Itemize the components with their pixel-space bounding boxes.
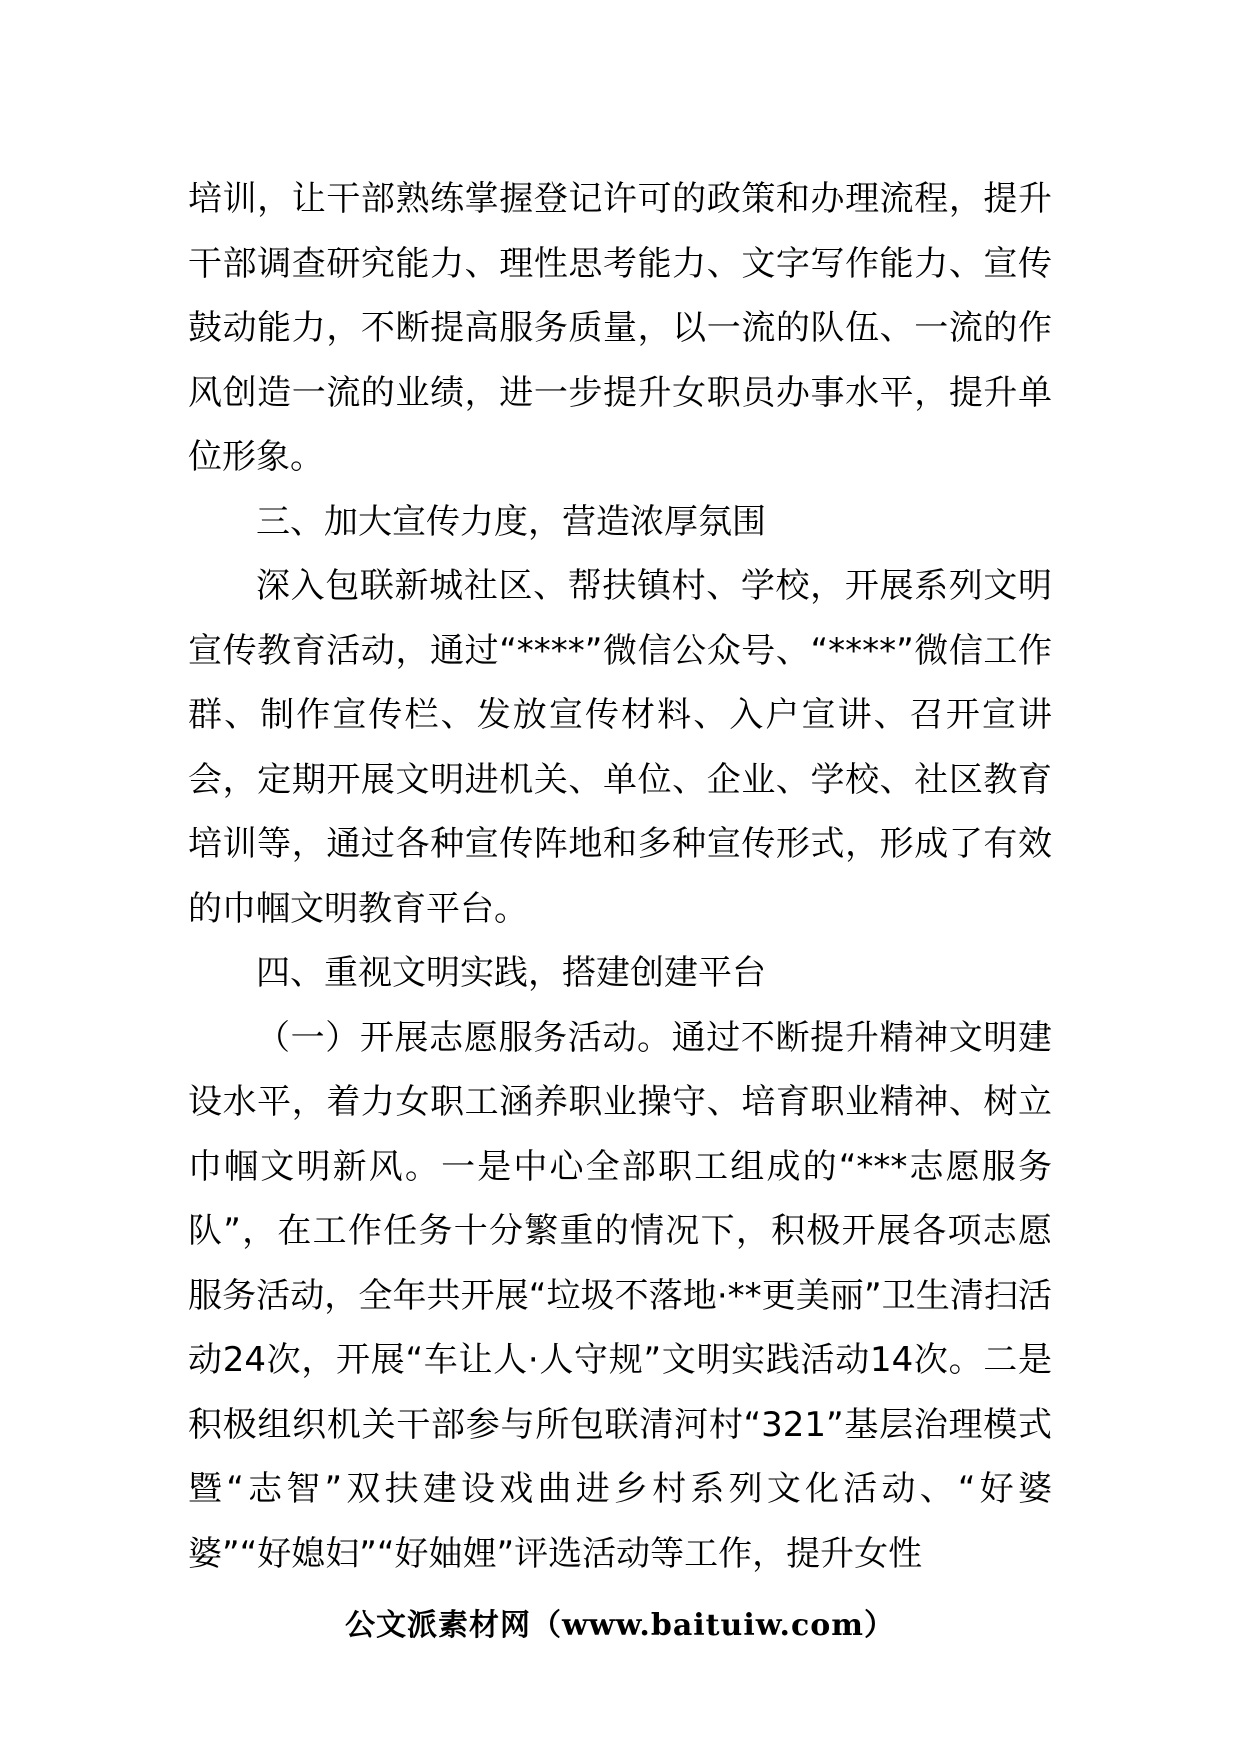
- paragraph-volunteer: （一）开展志愿服务活动。通过不断提升精神文明建设水平，着力女职工涵养职业操守、培育职业精神、树立巾帼文明新风。一是中心全部职工组成的“***志愿服务队”，在工作任务十分繁重的情况下，积极开展各项志愿服务活动，全年共开展“垃圾不落地·**更美丽”卫生清扫活动24次，开展“车让人·人守规”文明实践活动14次。二是积极组织机关干部参与所包联清河村“321”基层治理模式暨“志智”双扶建设戏曲进乡村系列文化活动、“好婆婆”“好媳妇”“好妯娌”评选活动等工作，提升女性: [188, 1017, 1052, 1574]
- document-body: [188, 167, 1052, 1586]
- section-heading-3: 三、加大宣传力度，营造浓厚氛围: [256, 501, 766, 542]
- section-heading-4: 四、重视文明实践，搭建创建平台: [256, 953, 766, 993]
- paragraph-publicity: 深入包联新城社区、帮扶镇村、学校，开展系列文明宣传教育活动，通过“****”微信公众号、“****”微信工作群、制作宣传栏、发放宣传材料、入户宣讲、召开宣讲会，定期开展文明进机关、单位、企业、学校、社区教育培训等，通过各种宣传阵地和多种宣传形式，形成了有效的巾帼文明教育平台。: [188, 566, 1052, 929]
- paragraph-continuation: 培训，让干部熟练掌握登记许可的政策和办理流程，提升干部调查研究能力、理性思考能力、文字写作能力、宣传鼓动能力，不断提高服务质量，以一流的队伍、一流的作风创造一流的业绩，进一步提升女职员办事水平，提升单位形象。: [188, 179, 1052, 477]
- footer-watermark: 公文派素材网（www.baituiw.com）: [344, 1608, 896, 1643]
